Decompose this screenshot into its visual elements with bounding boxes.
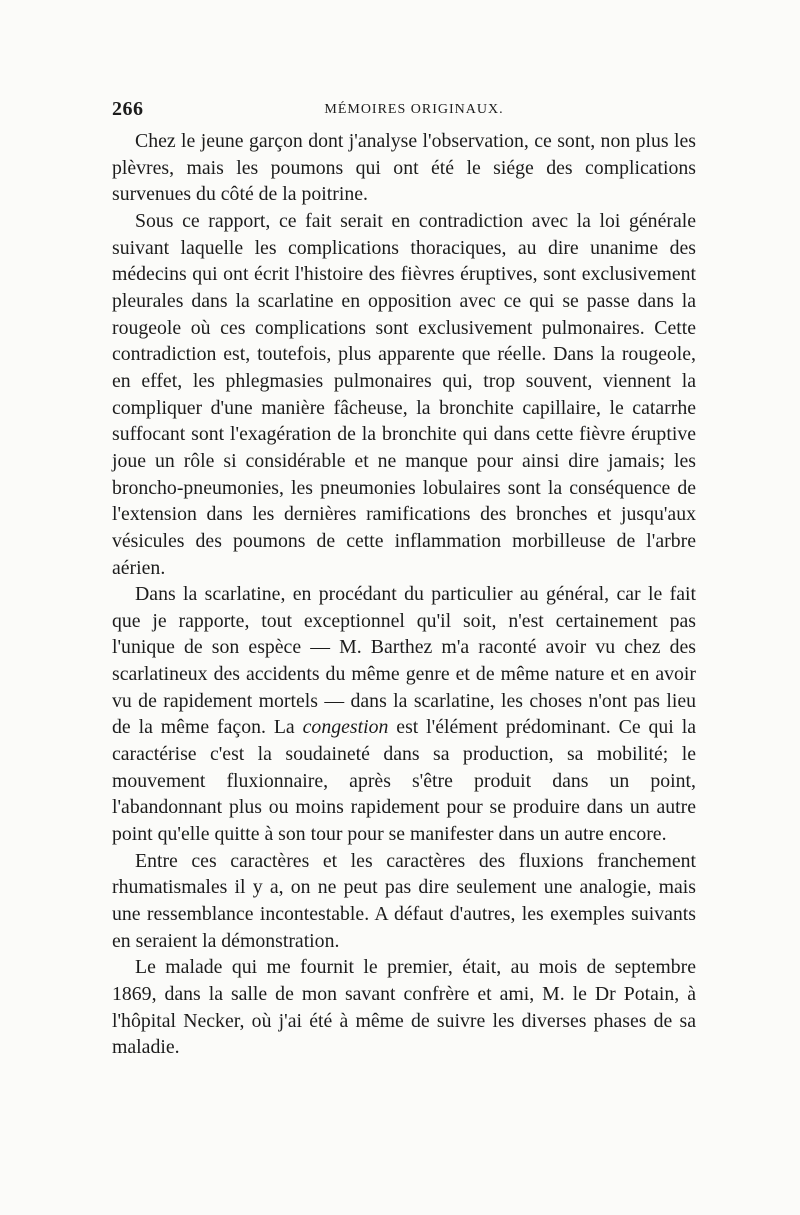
italic-emphasis: congestion bbox=[302, 716, 389, 739]
page-number: 266 bbox=[112, 98, 144, 120]
page-header bbox=[112, 98, 696, 122]
paragraph-4: Entre ces caractères et les caractères des fluxions franchement rhumatismales il y a, on ne peut pas dire seulement une analogie, mais une ressemblance incontestable. A défaut d'autres, les exemples suivants en seraient la démonstration. bbox=[112, 849, 696, 952]
paragraph-1: Chez le jeune garçon dont j'analyse l'observation, ce sont, non plus les plèvres, mais les poumons qui ont été le siége des complications survenues du côté de la poitrine. bbox=[112, 130, 696, 206]
body-text bbox=[112, 128, 696, 1061]
paragraph-3 bbox=[112, 581, 696, 848]
paragraph-5: Le malade qui me fournit le premier, était, au mois de septembre 1869, dans la salle de mon savant confrère et ami, M. le Dr Potain, à l'hôpital Necker, où j'ai été à même de suivre les diverses phases de sa maladie. bbox=[112, 956, 696, 1059]
paragraph-3-text-before: Dans la scarlatine, en procédant du particulier au général, car le fait que je rapporte, tout exceptionnel qu'il soit, n'est certainement pas l'unique de son espèce — M. Barthez m'a raconté avoir vu chez des scarlatineux des accidents du même genre et de même nature et en avoir vu de rapidement mortels — dans la scarlatine, les choses n'ont pas lieu de la même façon. La bbox=[112, 583, 696, 739]
paragraph-2: Sous ce rapport, ce fait serait en contradiction avec la loi générale suivant laquelle les complications thoraciques, au dire unanime des médecins qui ont écrit l'histoire des fièvres éruptives, sont exclusivement pleurales dans la scarlatine en opposition avec ce qui se passe dans la rougeole où ces complications sont exclusivement pulmonaires. Cette contradiction est, toutefois, plus apparente que réelle. Dans la rougeole, en effet, les phlegmasies pulmonaires qui, trop souvent, viennent la compliquer d'une manière fâcheuse, la bronchite capillaire, le catarrhe suffocant sont l'exagération de la bronchite qui dans cette fièvre éruptive joue un rôle si considérable et ne manque pour ainsi dire jamais; les broncho-pneumonies, les pneumonies lobulaires sont la conséquence de l'extension dans les dernières ramifications des bronches et jusqu'aux vésicules des poumons de cette inflammation morbilleuse de l'arbre aérien. bbox=[112, 209, 696, 579]
running-title: MÉMOIRES ORIGINAUX. bbox=[324, 102, 504, 117]
paragraph-3-text-after: est l'élément prédominant. Ce qui la caractérise c'est la soudaineté dans sa production, sa mobilité; le mouvement fluxionnaire, après s'être produit dans un point, l'abandonnant plus ou moins rapidement pour se produire dans un autre point qu'elle quitte à son tour pour se manifester dans un autre encore. bbox=[112, 716, 697, 846]
